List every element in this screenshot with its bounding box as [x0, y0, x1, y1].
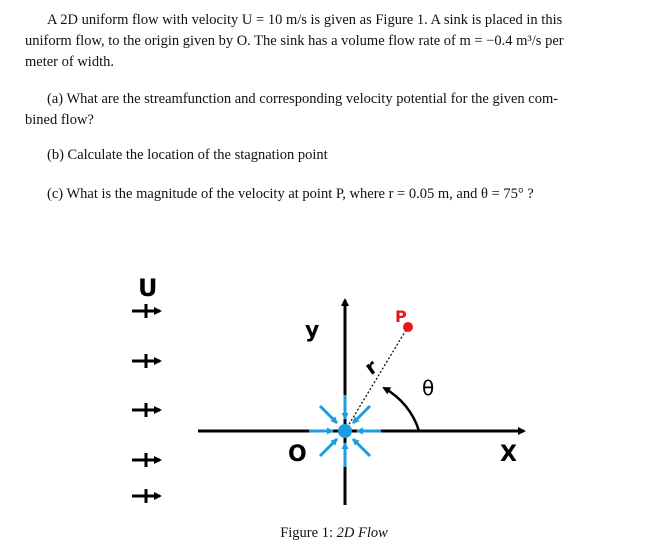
intro-line-2: uniform flow, to the origin given by O. The sink has a volume flow rate of m = −0.4 m³/s per: [25, 33, 564, 49]
radius-line: [345, 330, 406, 431]
x-label: X: [500, 442, 517, 467]
caption-prefix: Figure 1:: [280, 525, 337, 541]
part-b: (b) Calculate the location of the stagnation point: [47, 147, 328, 163]
sink-point: [338, 424, 352, 438]
r-label: r: [360, 354, 382, 380]
part-c: (c) What is the magnitude of the velocity at point P, where r = 0.05 m, and θ = 75° ?: [47, 186, 534, 202]
origin-label: O: [288, 442, 307, 467]
u-label: U: [138, 274, 158, 302]
caption-title: 2D Flow: [336, 525, 388, 541]
point-p-label: P: [395, 307, 407, 326]
intro-line-3: meter of width.: [25, 54, 114, 70]
theta-arc: [384, 388, 419, 431]
theta-label: θ: [422, 376, 435, 400]
figure-caption: [0, 525, 668, 542]
y-label: y: [305, 318, 320, 343]
part-a-line-1: (a) What are the streamfunction and corresponding velocity potential for the given com-: [47, 91, 559, 107]
intro-line-1: A 2D uniform flow with velocity U = 10 m/s is given as Figure 1. A sink is placed in this: [47, 12, 563, 28]
part-a-line-2: bined flow?: [25, 112, 94, 128]
